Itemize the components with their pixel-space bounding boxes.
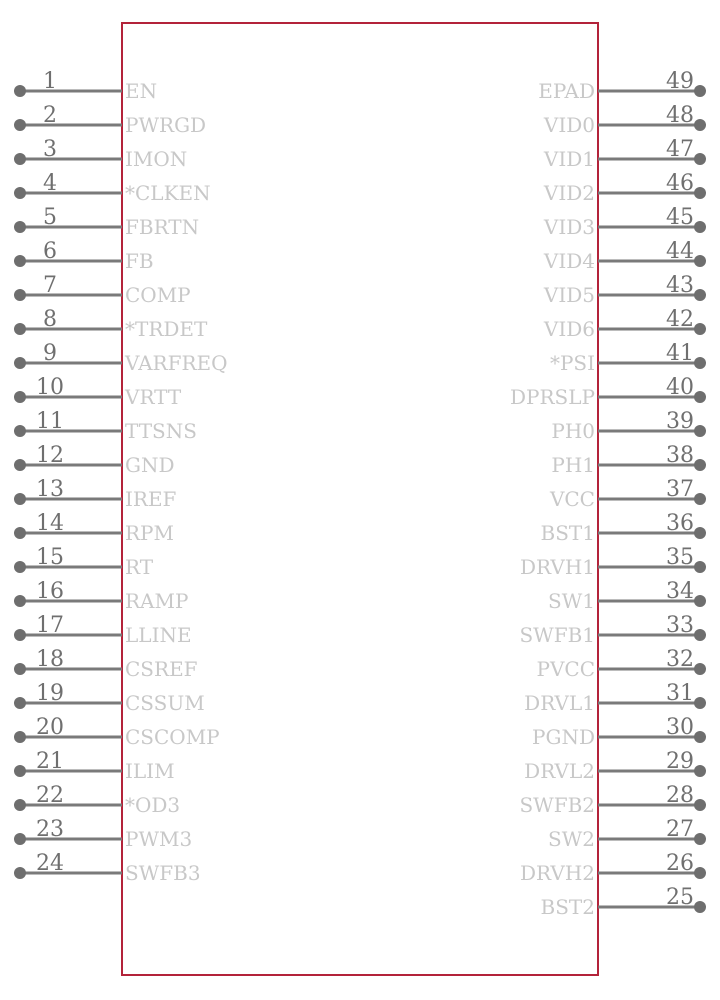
pin-name: VID4 [543,249,595,273]
right-pin-38 [551,443,706,477]
pin-number: 15 [36,545,64,570]
pin-name: EPAD [538,79,595,103]
pin-number: 27 [666,817,694,842]
pin-terminal-dot [14,425,26,437]
left-pin-group [14,69,228,885]
pin-number: 44 [666,239,694,264]
left-pin-15 [14,545,154,579]
pin-terminal-dot [14,765,26,777]
pin-name: PWM3 [125,827,193,851]
right-pin-29 [524,749,706,783]
pin-terminal-dot [14,459,26,471]
left-pin-9 [14,341,228,375]
pin-number: 11 [36,409,64,434]
left-pin-18 [14,647,198,681]
pin-terminal-dot [694,833,706,845]
right-pin-26 [520,851,706,885]
pin-number: 23 [36,817,64,842]
pin-name: BST2 [540,895,595,919]
pin-number: 28 [666,783,694,808]
right-pin-28 [519,783,706,817]
pin-terminal-dot [14,697,26,709]
pin-number: 38 [666,443,694,468]
pin-name: SWFB3 [125,861,201,885]
pin-terminal-dot [14,85,26,97]
pin-name: RAMP [125,589,189,613]
pin-terminal-dot [14,493,26,505]
pin-name: COMP [125,283,191,307]
pin-number: 5 [43,205,57,230]
pin-name: VID0 [543,113,595,137]
right-pin-30 [532,715,706,749]
pin-name: IMON [125,147,188,171]
pin-number: 13 [36,477,64,502]
left-pin-23 [14,817,192,851]
pin-name: SW2 [548,827,595,851]
pin-terminal-dot [14,221,26,233]
pin-terminal-dot [694,595,706,607]
pin-number: 4 [43,171,57,196]
ic-body-outline [122,23,598,975]
pin-number: 26 [666,851,694,876]
pin-name: DRVH2 [520,861,595,885]
pin-terminal-dot [14,255,26,267]
pin-number: 42 [666,307,694,332]
pin-name: RT [125,555,154,579]
pin-terminal-dot [694,153,706,165]
right-pin-45 [543,205,706,239]
left-pin-13 [14,477,177,511]
right-pin-40 [510,375,706,409]
pin-number: 34 [666,579,694,604]
pin-number: 9 [43,341,57,366]
pin-name: VID3 [543,215,595,239]
pin-terminal-dot [694,799,706,811]
left-pin-21 [14,749,175,783]
right-pin-43 [543,273,706,307]
left-pin-12 [14,443,175,477]
pin-terminal-dot [14,561,26,573]
right-pin-25 [541,885,706,919]
pin-number: 17 [36,613,64,638]
pin-number: 39 [666,409,694,434]
pin-number: 24 [36,851,64,876]
left-pin-14 [14,511,174,545]
pin-name: DRVL1 [524,691,595,715]
left-pin-11 [14,409,197,443]
pin-terminal-dot [694,391,706,403]
pin-terminal-dot [14,629,26,641]
pin-terminal-dot [14,289,26,301]
pin-number: 41 [666,341,694,366]
pin-name: FB [125,249,154,273]
pin-name: VID6 [543,317,595,341]
pin-number: 46 [666,171,694,196]
pin-number: 47 [666,137,694,162]
left-pin-7 [14,273,191,307]
pin-number: 6 [43,239,57,264]
pin-terminal-dot [694,119,706,131]
pin-number: 40 [666,375,694,400]
pin-name: EN [125,79,158,103]
right-pin-33 [519,613,706,647]
right-pin-44 [543,239,706,273]
pin-number: 37 [666,477,694,502]
pin-name: DRVL2 [524,759,595,783]
right-pin-46 [543,171,706,205]
right-pin-31 [524,681,706,715]
pin-terminal-dot [694,85,706,97]
pin-name: CSREF [125,657,198,681]
pin-name: LLINE [125,623,192,647]
pin-name: *PSI [549,351,595,375]
pin-name: *CLKEN [125,181,211,205]
pin-terminal-dot [14,391,26,403]
right-pin-group [510,69,706,919]
pin-name: SWFB1 [519,623,595,647]
pin-terminal-dot [14,153,26,165]
pin-name: VARFREQ [125,351,228,375]
pin-terminal-dot [694,493,706,505]
pin-name: DRVH1 [520,555,595,579]
left-pin-20 [14,715,220,749]
pin-name: *OD3 [125,793,181,817]
left-pin-1 [14,69,157,103]
pin-name: VCC [549,487,595,511]
pin-name: *TRDET [125,317,208,341]
pin-number: 18 [36,647,64,672]
pin-number: 45 [666,205,694,230]
right-pin-36 [541,511,706,545]
pin-number: 2 [43,103,57,128]
pin-number: 8 [43,307,57,332]
pin-terminal-dot [14,119,26,131]
left-pin-24 [14,851,201,885]
right-pin-41 [550,341,706,375]
pin-number: 20 [36,715,64,740]
pin-terminal-dot [694,765,706,777]
pin-terminal-dot [694,629,706,641]
pin-number: 21 [36,749,64,774]
pin-terminal-dot [694,187,706,199]
pin-number: 25 [666,885,694,910]
pin-name: SW1 [548,589,595,613]
right-pin-35 [520,545,706,579]
pin-name: CSSUM [125,691,205,715]
left-pin-17 [14,613,192,647]
left-pin-19 [14,681,205,715]
pin-name: BST1 [540,521,595,545]
right-pin-37 [549,477,706,511]
pin-number: 3 [43,137,57,162]
pin-terminal-dot [694,255,706,267]
pin-terminal-dot [14,357,26,369]
pin-terminal-dot [694,459,706,471]
pin-number: 32 [666,647,694,672]
pin-name: VID2 [543,181,595,205]
pin-terminal-dot [694,527,706,539]
pin-terminal-dot [14,799,26,811]
pin-name: VID1 [543,147,595,171]
pin-terminal-dot [694,663,706,675]
pin-number: 29 [666,749,694,774]
right-pin-32 [536,647,706,681]
pin-number: 49 [666,69,694,94]
pin-name: PH1 [551,453,595,477]
pin-terminal-dot [694,425,706,437]
pin-terminal-dot [694,731,706,743]
pin-terminal-dot [694,697,706,709]
pin-name: RPM [125,521,174,545]
left-pin-3 [14,137,187,171]
right-pin-34 [548,579,706,613]
pin-terminal-dot [14,595,26,607]
pin-number: 31 [666,681,694,706]
pin-number: 12 [36,443,64,468]
right-pin-47 [543,137,706,171]
pin-terminal-dot [694,221,706,233]
pin-name: FBRTN [125,215,200,239]
right-pin-49 [538,69,706,103]
left-pin-5 [14,205,199,239]
pin-name: PH0 [551,419,595,443]
pin-number: 22 [36,783,64,808]
right-pin-27 [548,817,706,851]
pin-terminal-dot [694,323,706,335]
pin-number: 10 [36,375,64,400]
pin-number: 19 [36,681,64,706]
pin-number: 35 [666,545,694,570]
left-pin-4 [14,171,211,205]
pin-number: 48 [666,103,694,128]
left-pin-16 [14,579,188,613]
pin-name: TTSNS [125,419,197,443]
pin-number: 16 [36,579,64,604]
pin-name: PGND [532,725,595,749]
pin-name: PWRGD [125,113,207,137]
pin-name: VRTT [125,385,182,409]
pin-terminal-dot [694,561,706,573]
pin-name: SWFB2 [519,793,595,817]
pin-number: 1 [43,69,57,94]
left-pin-10 [14,375,182,409]
left-pin-8 [14,307,208,341]
pin-name: CSCOMP [125,725,220,749]
pin-name: DPRSLP [510,385,595,409]
pin-terminal-dot [694,867,706,879]
right-pin-42 [543,307,706,341]
left-pin-22 [14,783,180,817]
pin-name: PVCC [536,657,595,681]
pin-name: GND [125,453,175,477]
pin-terminal-dot [694,901,706,913]
left-pin-2 [14,103,206,137]
pin-number: 30 [666,715,694,740]
pin-number: 14 [36,511,64,536]
pin-number: 36 [666,511,694,536]
pin-number: 33 [666,613,694,638]
right-pin-48 [543,103,706,137]
pin-terminal-dot [14,527,26,539]
right-pin-39 [551,409,706,443]
pin-terminal-dot [14,663,26,675]
left-pin-6 [14,239,154,273]
pin-terminal-dot [694,289,706,301]
pin-name: IREF [125,487,177,511]
pin-terminal-dot [14,833,26,845]
pin-name: ILIM [125,759,175,783]
pin-name: VID5 [543,283,595,307]
pin-terminal-dot [14,323,26,335]
pin-number: 7 [43,273,57,298]
pin-terminal-dot [694,357,706,369]
pin-number: 43 [666,273,694,298]
pin-terminal-dot [14,187,26,199]
pin-terminal-dot [14,867,26,879]
pin-terminal-dot [14,731,26,743]
